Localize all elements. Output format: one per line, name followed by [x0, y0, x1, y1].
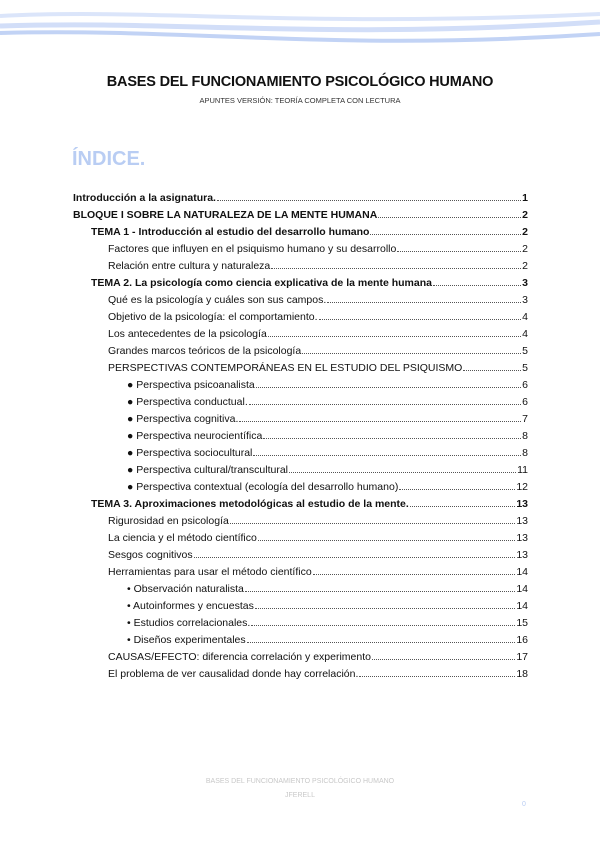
toc-entry-page: 2: [522, 260, 528, 272]
toc-dot-leader: [194, 557, 516, 558]
toc-entry[interactable]: [127, 430, 528, 444]
toc-entry[interactable]: [73, 192, 528, 206]
toc-entry-title: Objetivo de la psicología: el comportamiento.: [108, 311, 318, 323]
toc-entry-page: 4: [522, 311, 528, 323]
toc-entry[interactable]: [108, 311, 528, 325]
toc-entry-page: 14: [516, 600, 528, 612]
toc-entry-page: 1: [522, 192, 528, 204]
toc-entry[interactable]: [127, 447, 528, 461]
toc-dot-leader: [327, 302, 521, 303]
toc-dot-leader: [399, 489, 515, 490]
toc-entry-page: 15: [516, 617, 528, 629]
toc-entry[interactable]: [91, 498, 528, 512]
toc-entry[interactable]: [127, 396, 528, 410]
toc-entry-title: Introducción a la asignatura.: [73, 192, 216, 204]
toc-entry-page: 16: [516, 634, 528, 646]
toc-entry-page: 2: [522, 243, 528, 255]
toc-entry-page: 2: [522, 226, 528, 238]
toc-entry-page: 13: [516, 515, 528, 527]
toc-entry-page: 5: [522, 345, 528, 357]
toc-entry-page: 6: [522, 396, 528, 408]
toc-dot-leader: [271, 268, 521, 269]
toc-entry[interactable]: [108, 668, 528, 682]
toc-entry[interactable]: [108, 651, 528, 665]
toc-dot-leader: [247, 642, 516, 643]
toc-entry-page: 13: [516, 498, 528, 510]
toc-entry-page: 7: [522, 413, 528, 425]
toc-dot-leader: [256, 387, 521, 388]
toc-entry-title: ● Perspectiva cultural/transcultural: [127, 464, 288, 476]
toc-entry-title: Grandes marcos teóricos de la psicología: [108, 345, 302, 357]
toc-entry-page: 6: [522, 379, 528, 391]
toc-entry-page: 14: [516, 566, 528, 578]
toc-entry-title: ● Perspectiva conductual.: [127, 396, 248, 408]
toc-dot-leader: [253, 455, 521, 456]
toc-entry-title: • Diseños experimentales: [127, 634, 246, 646]
toc-entry[interactable]: [108, 328, 528, 342]
toc-entry-title: ● Perspectiva psicoanalista: [127, 379, 255, 391]
toc-entry[interactable]: [127, 600, 528, 614]
toc-entry-page: 11: [517, 464, 528, 476]
toc-dot-leader: [433, 285, 521, 286]
toc-entry-page: 13: [516, 532, 528, 544]
toc-entry[interactable]: [127, 634, 528, 648]
toc-entry[interactable]: [108, 532, 528, 546]
toc-dot-leader: [463, 370, 521, 371]
toc-entry-title: Rigurosidad en psicología: [108, 515, 229, 527]
toc-dot-leader: [370, 234, 521, 235]
toc-entry[interactable]: [127, 464, 528, 478]
toc-entry-title: TEMA 3. Aproximaciones metodológicas al estudio de la mente.: [91, 498, 409, 510]
toc-entry-title: ● Perspectiva contextual (ecología del desarrollo humano): [127, 481, 399, 493]
toc-entry-title: BLOQUE I SOBRE LA NATURALEZA DE LA MENTE HUMANA: [73, 209, 378, 221]
toc-entry-title: ● Perspectiva sociocultural: [127, 447, 253, 459]
toc-entry[interactable]: [127, 617, 528, 631]
toc-entry-title: • Autoinformes y encuestas: [127, 600, 254, 612]
toc-entry-title: CAUSAS/EFECTO: diferencia correlación y experimento: [108, 651, 371, 663]
index-heading: ÍNDICE.: [72, 148, 146, 170]
toc-entry-title: ● Perspectiva neurocientífica: [127, 430, 263, 442]
toc-dot-leader: [251, 625, 515, 626]
toc-entry-title: • Observación naturalista: [127, 583, 244, 595]
toc-entry[interactable]: [127, 379, 528, 393]
toc-entry-title: Factores que influyen en el psiquismo humano y su desarrollo: [108, 243, 397, 255]
toc-dot-leader: [245, 591, 515, 592]
toc-entry-title: TEMA 1 - Introducción al estudio del desarrollo humano: [91, 226, 370, 238]
toc-entry-page: 17: [516, 651, 528, 663]
toc-dot-leader: [217, 200, 521, 201]
toc-entry[interactable]: [108, 260, 528, 274]
toc-entry-title: ● Perspectiva cognitiva.: [127, 413, 239, 425]
toc-dot-leader: [359, 676, 515, 677]
toc-dot-leader: [258, 540, 515, 541]
toc-dot-leader: [372, 659, 515, 660]
document-title: BASES DEL FUNCIONAMIENTO PSICOLÓGICO HUMANO: [106, 74, 494, 90]
toc-entry[interactable]: [108, 549, 528, 563]
toc-dot-leader: [397, 251, 521, 252]
toc-dot-leader: [255, 608, 515, 609]
toc-entry-page: 13: [516, 549, 528, 561]
toc-dot-leader: [263, 438, 521, 439]
toc-entry-title: Los antecedentes de la psicología: [108, 328, 267, 340]
toc-entry-page: 2: [522, 209, 528, 221]
toc-entry-page: 8: [522, 430, 528, 442]
toc-dot-leader: [289, 472, 516, 473]
toc-dot-leader: [239, 421, 521, 422]
toc-dot-leader: [319, 319, 522, 320]
toc-entry[interactable]: [127, 413, 528, 427]
toc-entry[interactable]: [127, 481, 528, 495]
toc-entry-page: 18: [516, 668, 528, 680]
toc-entry[interactable]: [108, 243, 528, 257]
footer-title: BASES DEL FUNCIONAMIENTO PSICOLÓGICO HUMANO: [205, 778, 395, 785]
toc-entry-page: 12: [516, 481, 528, 493]
toc-dot-leader: [313, 574, 516, 575]
toc-entry-page: 14: [516, 583, 528, 595]
toc-entry-title: Sesgos cognitivos: [108, 549, 193, 561]
toc-entry[interactable]: [91, 277, 528, 291]
toc-entry[interactable]: [108, 345, 528, 359]
toc-entry[interactable]: [108, 515, 528, 529]
page-number: 0: [522, 801, 526, 808]
toc-entry-title: TEMA 2. La psicología como ciencia explicativa de la mente humana: [91, 277, 432, 289]
toc-entry[interactable]: [108, 294, 528, 308]
toc-entry-title: El problema de ver causalidad donde hay correlación.: [108, 668, 359, 680]
toc-entry[interactable]: [127, 583, 528, 597]
header-wave-decoration: [0, 0, 600, 60]
toc-dot-leader: [230, 523, 515, 524]
toc-entry-title: Qué es la psicología y cuáles son sus campos.: [108, 294, 327, 306]
toc-entry[interactable]: [108, 566, 528, 580]
toc-dot-leader: [378, 217, 521, 218]
toc-entry-page: 3: [522, 277, 528, 289]
toc-entry-title: PERSPECTIVAS CONTEMPORÁNEAS EN EL ESTUDIO DEL PSIQUISMO: [108, 362, 463, 374]
toc-entry-title: La ciencia y el método científico: [108, 532, 257, 544]
toc-entry-page: 5: [522, 362, 528, 374]
toc-dot-leader: [302, 353, 521, 354]
toc-dot-leader: [410, 506, 516, 507]
toc-entry[interactable]: [91, 226, 528, 240]
toc-entry-title: • Estudios correlacionales.: [127, 617, 251, 629]
toc-dot-leader: [249, 404, 521, 405]
toc-dot-leader: [268, 336, 521, 337]
toc-entry-page: 4: [522, 328, 528, 340]
footer-author: JFERELL: [285, 792, 315, 799]
document-subtitle: APUNTES VERSIÓN: TEORÍA COMPLETA CON LECTURA: [199, 96, 401, 105]
toc-entry-page: 8: [522, 447, 528, 459]
toc-entry-title: Herramientas para usar el método científico: [108, 566, 312, 578]
toc-entry-page: 3: [522, 294, 528, 306]
toc-entry[interactable]: [108, 362, 528, 376]
toc-entry-title: Relación entre cultura y naturaleza: [108, 260, 271, 272]
toc-entry[interactable]: [73, 209, 528, 223]
